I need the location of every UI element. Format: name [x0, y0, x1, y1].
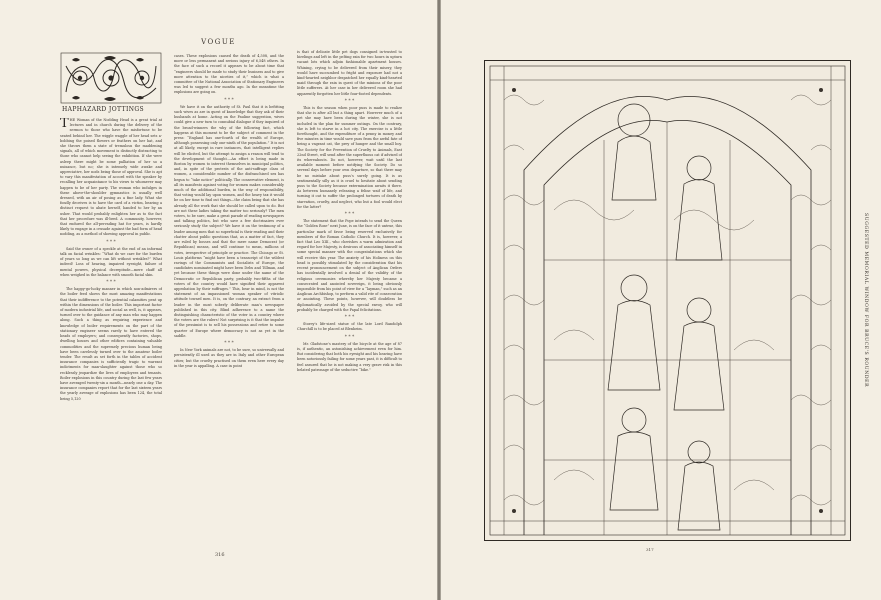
paragraph: cases. These explosions caused the death of 4,508, and the more or less permanent and serious injury of 6,548 others. In the face of such a record it appears to be about time that “engineers should be made to study their business and to give more attention to the niceties of it,” which is what a committee of the National Association of Stationary Engineers was led to suggest a few months ago. In the meantime the explosions are going on. — [174, 54, 284, 95]
section-divider: * * * — [106, 239, 116, 245]
paragraph: Mr. Gladstone’s mastery of the bicycle at the age of 87 is, if authentic, an astonishing achievement even for him. But considering that both his eyesight and his hearing have been notoriously failing for some years past, it is difficult to feel assured that he is not making a very grave risk in this belated patronage of the seductive “bike.” — [297, 341, 402, 372]
page-number-left: 316 — [215, 552, 225, 558]
section-divider: * * * — [344, 99, 355, 105]
paragraph: Said the owner of a speckle at the end of an informal talk on facial wrinkles: “What do we care for the burden of years so long as we can lift without wrinkles?” What indeed! Loss of hearing, impaired eyesight, failure of mental powers, physical decrepitude—mere chaff all when weighed in the balance with smooth facial skin. — [60, 246, 162, 277]
paragraph: We have it on the authority of St. Paul that it is befitting such wives as are in quest of knowledge that they ask of their husbands at home. Acting on the Pauline suggestion, wives could give a new turn to connubial dialogue if they inquired of the broad-winners the why of the following fact, which happens at this moment to be the subject of comment in the press: “England has one-fourth of the wealth of Europe, although possessing only one-ninth of the population.” It is not at all likely, except in rare instances, that intelligent replies will be elicited, but the attempt to assign a reason will tend to the development of thought.—An effort is being made in Boston by women to interest themselves in municipal politics, and, in spite of the protests of the anti-suffrage class of women, a considerable number of the disfranchised sex has begun to “take notice” politically. The conservative element, is all its manifesto against voting for women makes considerably much of the additional burden, in the way of responsibility, that voting would lay upon women, and the heavy tax it would be on her time to find out things—the claim being that she has already all the work that she should be called upon to do. But are not these ladies taking the matter too seriously? The men voters, to be sure, make a great parade of reading newspapers and talking politics, but who save a few doctrinaires ever seriously study the subject? We have it on the testimony of a leader among men that so superficial is their reading and their chatter about public questions that, as a matter of fact, they are ruled by bosses and that the mere name Democrat (or Republican) means, and will continue to mean, millions of votes, irrespective of principle or practice. The Chicago or St. Louis platforms “might have been a transcript of the wildest ravings of the Communists and Socialists of Europe, the candidates nominated might have been Debs and Tillman, and yet because these things were done under the name of the Democratic or Republican party, probably two-fifths of the voters of the country would have signified their apparent approbation by their suffrages.” This, bear in mind, is not the statement of an impassioned woman speaker of vitriolic attitude toward men. It is, on the contrary, an extract from a leader in the most soberly deliberate man’s newspaper published in this city. Blind adherence to a name the distinguishing characteristic of the voter in a country where the voters are the rulers! Not surprising is it that the impulse of the pessimist is to sell his possessions and retire to some quarter of Europe where democracy is not as yet in the saddle. — [174, 104, 284, 338]
drop-cap: T — [60, 118, 69, 131]
section-divider: * * * — [106, 280, 116, 286]
section-divider: * * * — [344, 315, 355, 321]
page-number-right: 317 — [646, 547, 654, 552]
text-column-2 — [174, 54, 284, 532]
text-column-3 — [297, 50, 402, 528]
paragraph: THE Woman of the Nodding Head is a great trial at lectures and in church during the delivery of the sermon to those who have the misfortune to be seated behind her. The wiggle waggle of her head sets a-bobbing the poised flowers or feathers on her hat, and she throws them a state of tremulous the maddening signals, all of which movement is distinctly distracting to those who cannot help seeing the exhibition. If she were asleep there might be some palliation of her so a nuisance, but no; she is intensely wide awake and appreciative, her nods being those of approval. She is apt to vary this manifestation of accord with the speaker by recalling her acquaintance to his views to whomever may happen to be of her party. The woman who indulges in these above-the-shoulder gymnastics is usually well dressed, with an air of posing as a fine lady. What she fondly deceives is to have the card of a victim, bearing a distinct request to abate herself, handed to her by an usher. That would probably enlighten her as to the fact that her procedure was ill-bred. A community, however, that endured the all-pervading hat for years, is hardly likely to engage in a crusade against the bad form of head nodding, as a method of showing approval in public. — [60, 118, 162, 237]
paragraph: This is the season when poor puss is made to realize that she is after all but a thing apart. However much of a pet she may have been during the winter, she is not included in the plan for summer outings. On the contrary, she is left to starve in a hot city. The exercise is a little forethought, and the expenditure of a penny in money and five minutes in time would save puss from the awful fate of being a vagrant cat, the prey of hunger and the small boy. The Society for the Prevention of Cruelty to Animals, East 22nd Street, will send after the superfluous cat if advised of its whereabouts. Do not, however, wait until the last available moment before notifying the Society. Do so several days before your own departure, so that there may be no mistake about puss’s surely going. It is as sentimentally silly as it is cruel to hesitate about sending puss to the Society because extermination awaits it there. As between humanely releasing a feline waif of life, and turning it out to suffer the prolonged tortures of death by starvation, cruelty, and neglect, who but a fool would elect for the latter? — [297, 106, 402, 209]
section-title: HAPHAZARD JOTTINGS — [62, 106, 145, 113]
section-divider: * * * — [224, 341, 234, 347]
text-column-1 — [60, 118, 162, 524]
section-divider: * * * — [344, 334, 355, 340]
running-head: VOGUE — [201, 38, 236, 46]
paragraph: is that of delicate little pet dogs consigned in-trusted to hirelings and left in the pelting rain for two hours in upturn vacant lots which adjoin fashionable apartment houses. Whining, crying to be delivered from their misery, they would have succumbed to fright and exposure had not a kind-hearted neighbor despatched her equally kind-hearted maid through the rain in quest of the minions of the poor little sufferers. At her case in her delivered room she had apparently forgotten her little four-footed dependents. — [297, 50, 402, 96]
illustration-caption: SUGGESTED MEMORIAL WINDOW FOR BRUCE'S ROUNDER — [863, 213, 868, 388]
paragraph: The statement that the Pope intends to send the Queen the “Golden Rose” next June, is on the face of it untrue, this particular mark of favor being reserved exclusively for members of the Roman Catholic Church. It is, however, a fact that Leo XIII., who cherishes a warm admiration and regard for her Majesty, is desirous of associating himself in some special manner with the congratulations which she will receive this year. The anxiety of his Holiness on this head is possibly stimulated by the consideration that his recent pronouncement on the subject of Anglican Orders has incidentally involved a denial of the validity of the religious ceremonies whereby her Majesty became a consecrated and anointed sovereign, it being obviously impossible from his point of view for a “layman,” such as an Anglican Archbishop, to perform a valid rite of consecration or anointing. These points, however, will doubtless be diplomatically avoided by the special envoy, who will probably be charged with the Papal felicitations. — [297, 219, 402, 312]
paragraph: In New York animals are not, to be sure, so universally and persistently ill used as they are in Italy and other European cities; but the cruelty practised on them even here every day in the year is appalling. A case in point — [174, 348, 284, 368]
paragraph: The happy-go-lucky manner in which non-admirers of the boiler feed shows the most amazing manifestations that their indifference to the potential calamities pent up within the dimensions of the boiler. This important factor of modern industrial life, and social as well, is, it appears, turned over to the guidance of any man who may happen along. Such a thing as requiring experience and knowledge of boiler requirements on the part of the stationary engineer seems rarely to have entered the heads of employers; and consequently factories, shops, dwelling houses and other edifices containing valuable commodities and the supremely precious human being have been carelessly turned over to the amateur boiler tender. The result as set forth in the tables of accident insurance companies is sufficiently tragic to warrant indictments for man-slaughter against those who so recklessly jeopardize the lives of employees and tenants. Boiler explosions in this country during the last few years have averaged twenty-six a month—nearly one a day. The insurance companies report that for the last sixteen years the yearly average of explosions has been 124, the total being 5,120 — [60, 287, 162, 401]
section-divider: * * * — [344, 212, 355, 218]
left-page — [0, 0, 437, 600]
memorial-window-illustration — [484, 60, 851, 541]
decorative-header-ornament — [60, 52, 162, 104]
section-divider: * * * — [224, 97, 234, 103]
paragraph: Storey’s life-sized statue of the late Lord Randolph Churchill is to be placed at Blenheim. — [297, 322, 402, 332]
